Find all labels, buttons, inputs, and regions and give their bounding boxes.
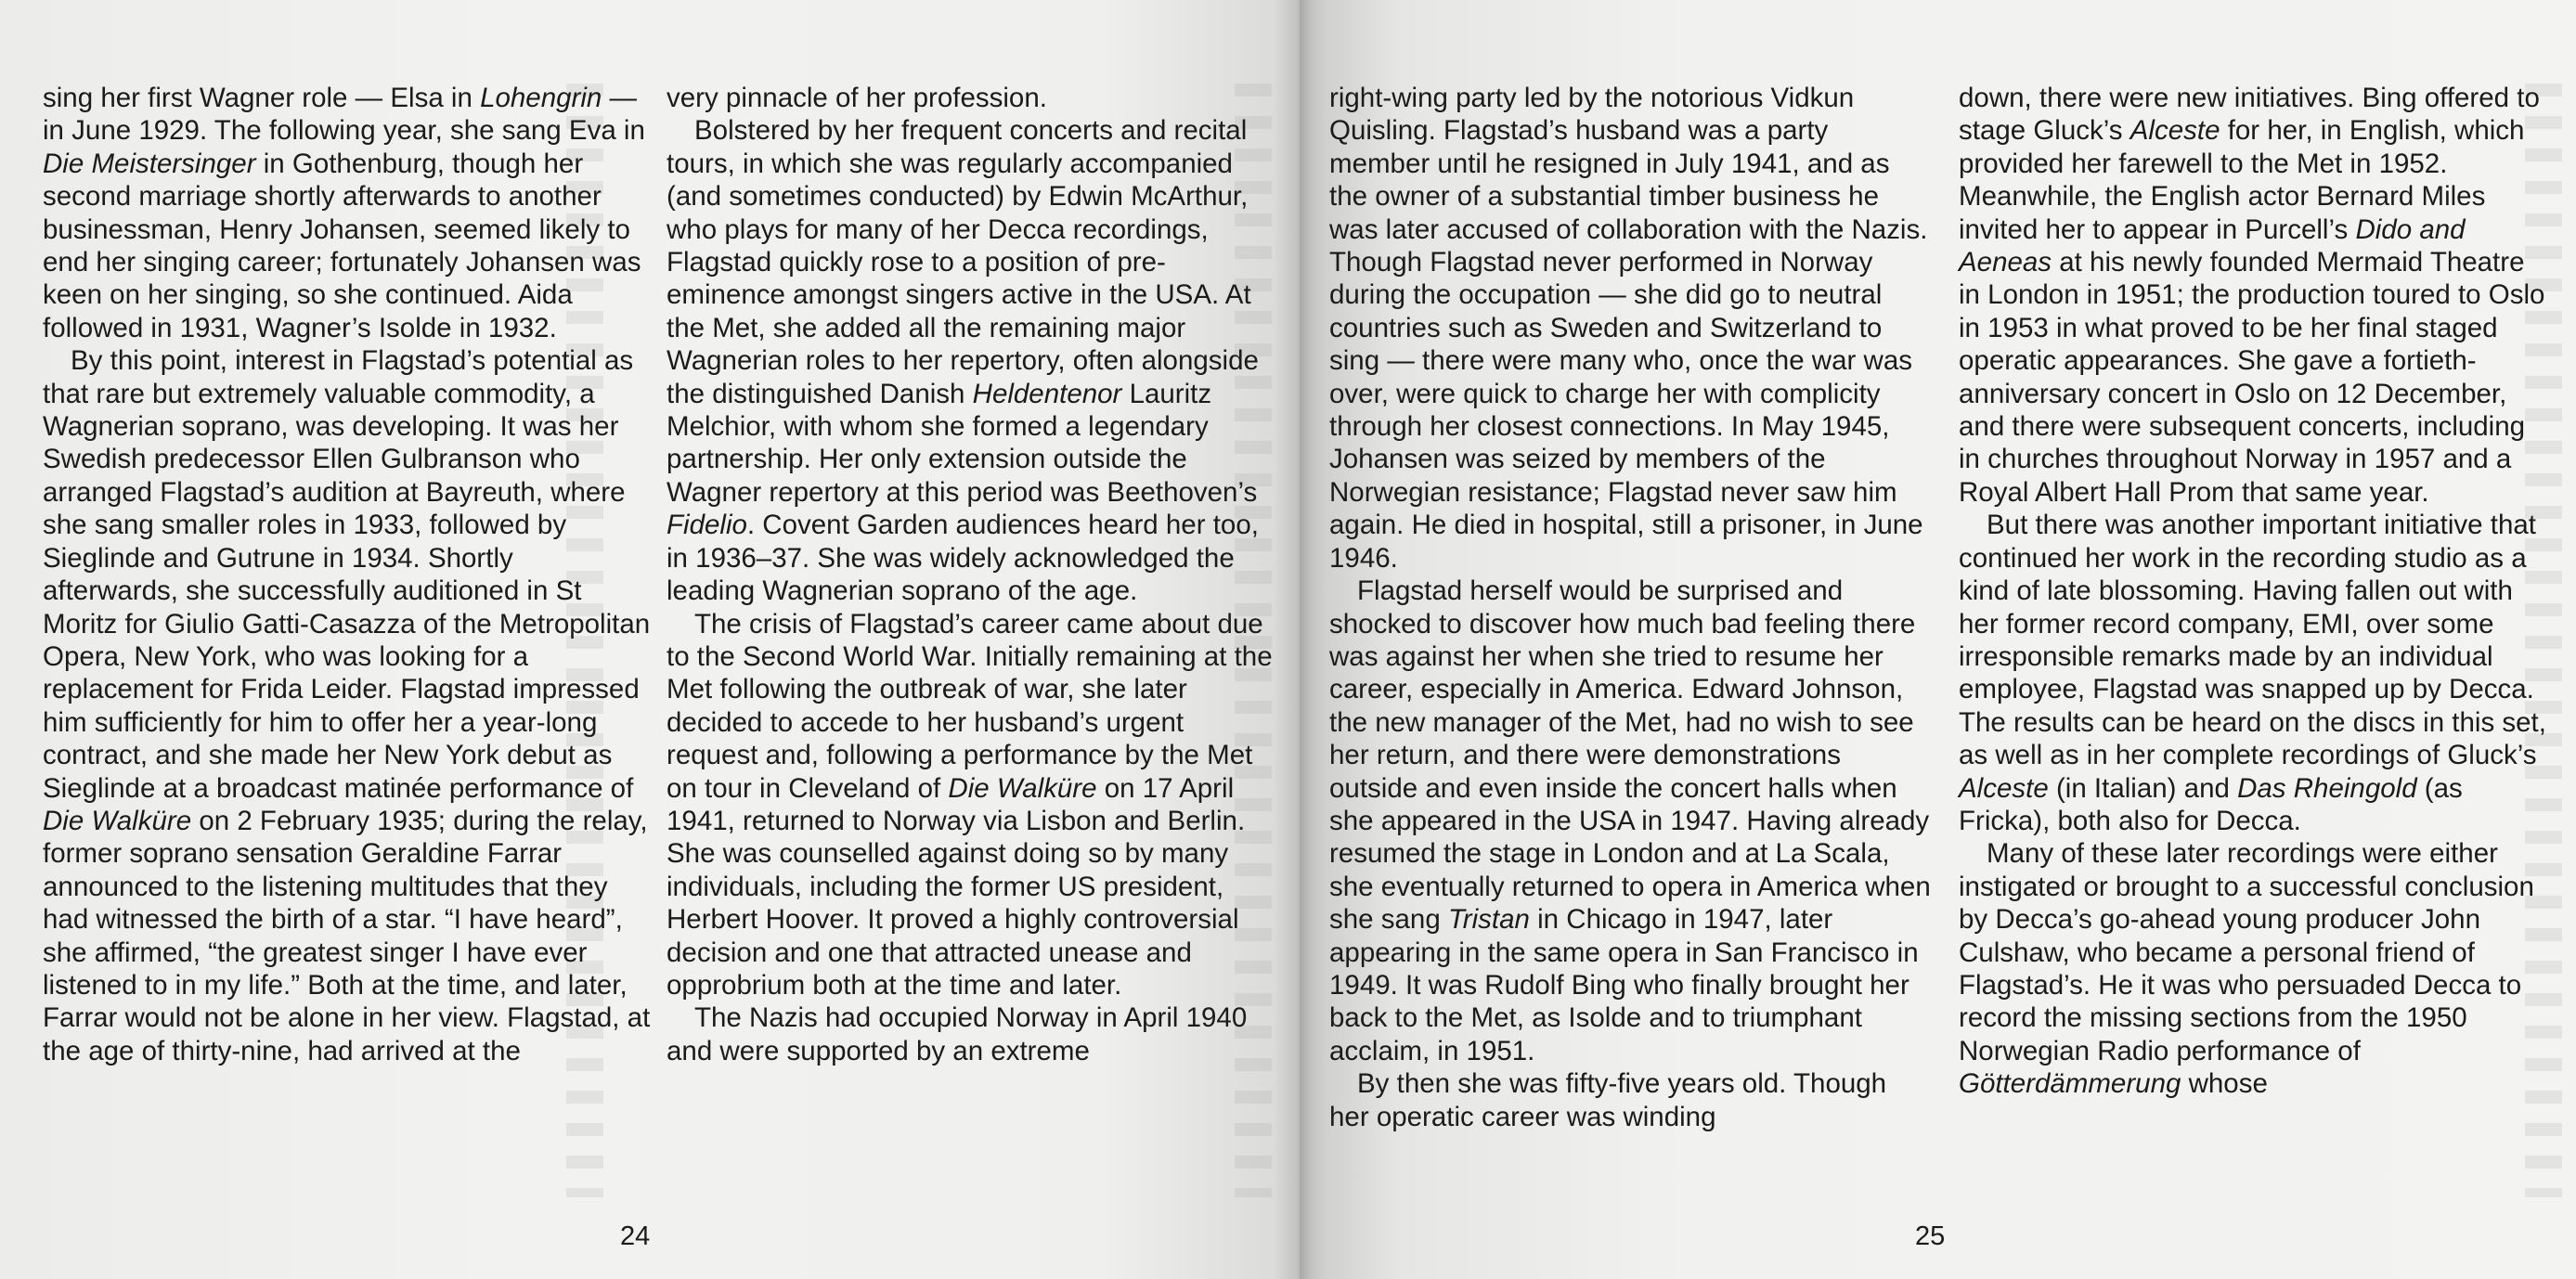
text-column-2 [667,82,1279,1067]
paragraph: down, there were new initiatives. Bing offered to stage Gluck’s Alceste for her, in English, which provided her farewell to the Met in 1952. Meanwhile, the English actor Bernard Miles invited her to appear in Purcell’s Dido and Aeneas at his newly founded Mermaid Theatre in London in 1951; the production toured to Oslo in 1953 in what proved to be her final staged operatic appearances. She gave a fortieth-anniversary concert in Oslo on 12 December, and there were subsequent concerts, including in churches throughout Norway in 1957 and a Royal Albert Hall Prom that same year. [1959,83,2545,508]
paragraph: right-wing party led by the notorious Vidkun Quisling. Flagstad’s husband was a party member until he resigned in July 1941, and as the owner of a substantial timber business he was later accused of collaboration with the Nazis. Though Flagstad never performed in Norway during the occupation — she did go to neutral countries such as Sweden and Switzerland to sing — there were many who, once the war was over, were quick to charge her with complicity through her closest connections. In May 1945, Johansen was seized by members of the Norwegian resistance; Flagstad never saw him again. He died in hospital, still a prisoner, in June 1946. [1329,83,1928,574]
text-column-4 [1959,82,2553,1101]
paragraph: Flagstad herself would be surprised and shocked to discover how much bad feeling there was against her when she tried to resume her career, especially in America. Edward Johnson, the new manager of the Met, had no wish to see her return, and there were demonstrations outside and even inside the concert halls when she appeared in the USA in 1947. Having already resumed the stage in London and at La Scala, she eventually returned to opera in America when she sang Tristan in Chicago in 1947, later appearing in the same opera in San Francisco in 1949. It was Rudolf Bing who finally brought her back to the Met, as Isolde and to triumphant acclaim, in 1951. [1329,575,1931,1066]
paragraph: Many of these later recordings were either instigated or brought to a successful conclusion by Decca’s go-ahead young producer John Culshaw, who became a personal friend of Flagstad’s. He it was who persuaded Decca to record the missing sections from the 1950 Norwegian Radio performance of Götterdämmerung whose [1959,838,2534,1100]
paragraph: Bolstered by her frequent concerts and recital tours, in which she was regularly accompanied (and sometimes conducted) by Edwin McArthur, who plays for many of her Decca recordings, Flagstad quickly rose to a position of pre-eminence amongst singers active in the USA. At the Met, she added all the remaining major Wagnerian roles to her repertory, often alongside the distinguished Danish Heldentenor Lauritz Melchior, with whom she formed a legendary partnership. Her only extension outside the Wagner repertory at this period was Beethoven’s Fidelio. Covent Garden audiences heard her too, in 1936–37. She was widely acknowledged the leading Wagnerian soprano of the age. [667,115,1259,607]
text-column-3 [1329,82,1933,1133]
page-number-left: 24 [620,1221,651,1251]
paragraph: very pinnacle of her profession. [667,83,1047,113]
book-gutter [1274,0,1326,1279]
paragraph: By this point, interest in Flagstad’s potential as that rare but extremely valuable commodity, a Wagnerian soprano, was developing. It was her Swedish predecessor Ellen Gulbranson who arranged Flagstad’s audition at Bayreuth, where she sang smaller roles in 1933, followed by Sieglinde and Gutrune in 1934. Shortly afterwards, she successfully auditioned in St Moritz for Giulio Gatti-Casazza of the Metropolitan Opera, New York, who was looking for a replacement for Frida Leider. Flagstad impressed him sufficiently for him to offer her a year-long contract, and she made her New York debut as Sieglinde at a broadcast matinée performance of Die Walküre on 2 February 1935; during the relay, former soprano sensation Geraldine Farrar announced to the listening multitudes that they had witnessed the birth of a star. “I have heard”, she affirmed, “the greatest singer I have ever listened to in my life.” Both at the time, and later, Farrar would not be alone in her view. Flagstad, at the age of thirty-nine, had arrived at the [43,345,651,1066]
paragraph: The Nazis had occupied Norway in April 1940 and were supported by an extreme [667,1002,1248,1066]
paragraph: By then she was fifty-five years old. Though her operatic career was winding [1329,1068,1887,1132]
text-column-1 [43,82,655,1067]
page-number-right: 25 [1915,1221,1946,1251]
paragraph: The crisis of Flagstad’s career came about due to the Second World War. Initially remaining at the Met following the outbreak of war, she later decided to accede to her husband’s urgent request and, following a performance by the Met on tour in Cleveland of Die Walküre on 17 April 1941, returned to Norway via Lisbon and Berlin. She was counselled against doing so by many individuals, including the former US president, Herbert Hoover. It proved a highly controversial decision and one that attracted unease and opprobrium both at the time and later. [667,608,1273,1001]
paragraph: sing her first Wagner role — Elsa in Lohengrin — in June 1929. The following year, she sang Eva in Die Meistersinger in Gothenburg, though her second marriage shortly afterwards to another businessman, Henry Johansen, seemed likely to end her singing career; fortunately Johansen was keen on her singing, so she continued. Aida followed in 1931, Wagner’s Isolde in 1932. [43,83,645,343]
paragraph: But there was another important initiative that continued her work in the recording studio as a kind of late blossoming. Having fallen out with her former record company, EMI, over some irresponsible remarks made by an individual employee, Flagstad was snapped up by Decca. The results can be heard on the discs in this set, as well as in her complete recordings of Gluck’s Alceste (in Italian) and Das Rheingold (as Fricka), both also for Decca. [1959,510,2546,836]
